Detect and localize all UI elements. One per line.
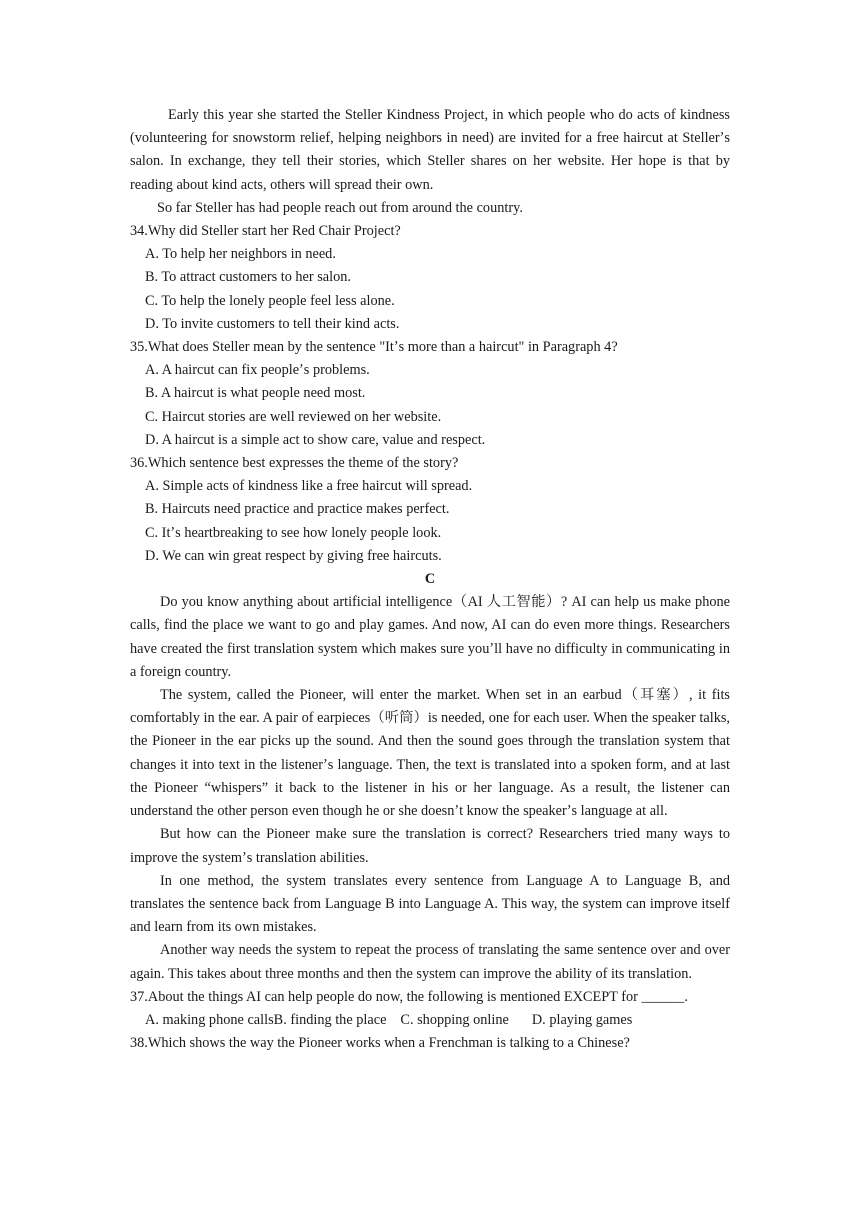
passage-paragraph: So far Steller has had people reach out from around the country. <box>157 199 523 216</box>
passage-paragraph: Early this year she started the Steller Kindness Project, in which people who do acts of kindness (volunteering for snowstorm relief, helping neighbors in need) are invited for a free haircut at Stellerʼs salon. In exchange, they tell their stories, which Steller shares on her website. Her hope is that by reading about kind acts, others will spread their own. <box>130 107 730 193</box>
passage-paragraph: The system, called the Pioneer, will enter the market. When set in an earbud（耳塞）, it fits comfortably in the ear. A pair of earpieces（听筒）is needed, one for each user. When the speaker talks, the Pioneer in the ear picks up the sound. And then the sound goes through the translation system that changes it into text in the listenerʼs language. Then, the text is translated into a spoken form, and at last the Pioneer “whispers” it back to the listener in his or her language. As a result, the listener can understand the other person even though he or she doesnʼt know the speakerʼs language at all. <box>130 687 730 820</box>
passage-paragraph: Another way needs the system to repeat the process of translating the same sentence over and over again. This takes about three months and then the system can improve the ability of its translation. <box>130 942 730 982</box>
passage-paragraph: Do you know anything about artificial intelligence（AI 人工智能）? AI can help us make phone calls, find the place we want to go and play games. And now, AI can do even more things. Researchers have created the first translation system which makes sure youʼll have no difficulty in communicating in a foreign country. <box>130 594 730 680</box>
question-35 <box>130 336 730 452</box>
question-stem: 38.Which shows the way the Pioneer works when a Frenchman is talking to a Chinese? <box>130 1035 630 1052</box>
question-stem: 37.About the things AI can help people do now, the following is mentioned EXCEPT for ______. <box>130 988 688 1005</box>
answer-option[interactable]: C. Itʼs heartbreaking to see how lonely people look. <box>145 524 442 541</box>
answer-option[interactable]: D. playing games <box>531 1011 633 1028</box>
question-34 <box>130 220 730 336</box>
answer-option[interactable]: C. shopping online <box>400 1011 509 1028</box>
answer-option[interactable]: B. Haircuts need practice and practice makes perfect. <box>145 501 450 518</box>
question-37 <box>130 986 730 1032</box>
question-stem: 35.What does Steller mean by the sentence "Itʼs more than a haircut" in Paragraph 4? <box>130 339 618 356</box>
answer-option[interactable]: C. To help the lonely people feel less alone. <box>145 292 395 309</box>
answer-option[interactable]: A. Simple acts of kindness like a free haircut will spread. <box>145 478 473 495</box>
passage-paragraph: In one method, the system translates every sentence from Language A to Language B, and translates the sentence back from Language B into Language A. This way, the system can improve itself and learn from its own mistakes. <box>130 872 730 936</box>
answer-option[interactable]: D. We can win great respect by giving free haircuts. <box>145 547 442 564</box>
question-36 <box>130 452 730 568</box>
answer-option[interactable]: A. To help her neighbors in need. <box>145 246 336 263</box>
section-heading: C <box>424 571 436 588</box>
question-38 <box>130 1032 730 1055</box>
passage-paragraph: But how can the Pioneer make sure the translation is correct? Researchers tried many ways to improve the systemʼs translation abilities. <box>130 826 730 866</box>
question-stem: 36.Which sentence best expresses the theme of the story? <box>130 455 459 472</box>
answer-option[interactable]: D. To invite customers to tell their kind acts. <box>145 315 400 332</box>
answer-option[interactable]: B. A haircut is what people need most. <box>145 385 366 402</box>
answer-option[interactable]: C. Haircut stories are well reviewed on her website. <box>145 408 442 425</box>
answer-options-row <box>130 1009 730 1032</box>
answer-option[interactable]: B. finding the place <box>273 1011 387 1028</box>
answer-option[interactable]: A. making phone calls <box>145 1011 274 1028</box>
answer-option[interactable]: D. A haircut is a simple act to show care, value and respect. <box>145 431 486 448</box>
answer-option[interactable]: A. A haircut can fix peopleʼs problems. <box>145 362 370 379</box>
answer-option[interactable]: B. To attract customers to her salon. <box>145 269 351 286</box>
exam-page <box>130 104 730 1055</box>
question-stem: 34.Why did Steller start her Red Chair Project? <box>130 223 401 240</box>
